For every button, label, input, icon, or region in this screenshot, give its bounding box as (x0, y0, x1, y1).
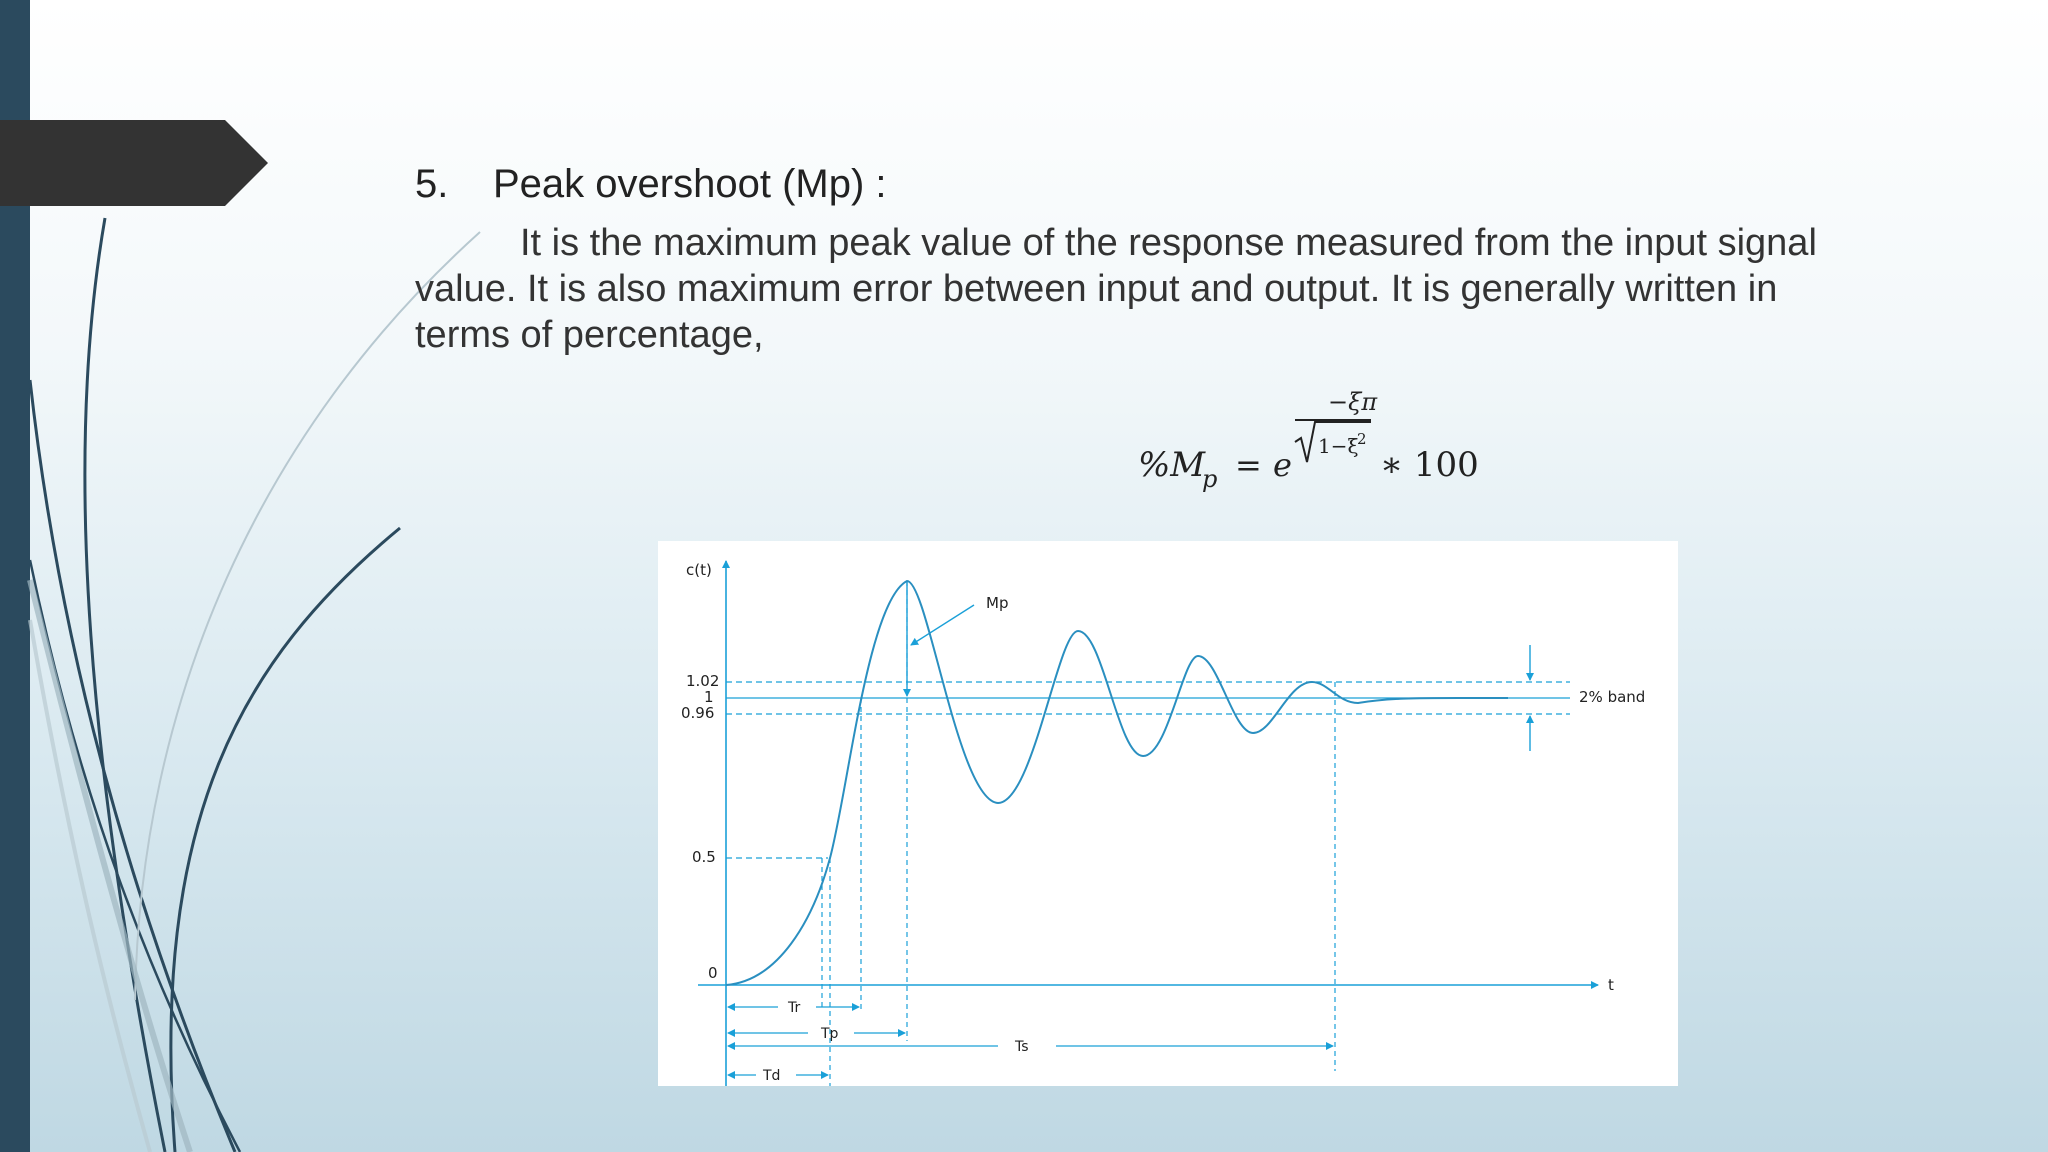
formula-exp-power: 2 (1357, 430, 1367, 448)
step-response-diagram (658, 541, 1678, 1086)
formula-multiplier: ∗ 100 (1380, 445, 1479, 485)
formula-equals: = (1235, 446, 1262, 484)
formula-exp-radicand: 1−ξ (1318, 434, 1359, 458)
y-tick-0-96: 0.96 (681, 704, 715, 722)
formula-exp-numerator: −ξπ (1328, 388, 1378, 416)
slide-title (415, 162, 887, 207)
y-tick-1: 1 (704, 688, 714, 706)
title-text: Peak overshoot (Mp) : (493, 162, 887, 206)
tp-label: Tp (821, 1026, 839, 1042)
x-axis-label: t (1608, 976, 1614, 994)
tr-label: Tr (788, 1000, 801, 1016)
peak-overshoot-formula (1135, 380, 1495, 500)
y-axis-label: c(t) (686, 561, 712, 579)
y-tick-1-02: 1.02 (686, 672, 720, 690)
body-line-2: value. It is also maximum error between input and output. It is generally written in (415, 268, 1778, 310)
formula-base: e (1273, 446, 1292, 484)
body-line-3: terms of percentage, (415, 314, 764, 356)
formula-lhs: %M (1138, 445, 1206, 485)
slide-body-text (415, 220, 1895, 358)
title-number: 5. (415, 162, 449, 206)
mp-label: Mp (986, 594, 1009, 612)
body-line-1: It is the maximum peak value of the response measured from the input signal (520, 222, 1817, 264)
step-response-svg (658, 541, 1678, 1086)
mp-pointer-arrow (911, 605, 974, 645)
td-label: Td (763, 1068, 781, 1084)
response-curve (726, 581, 1508, 985)
ts-label: Ts (1015, 1039, 1029, 1055)
band-label: 2% band (1579, 688, 1646, 706)
formula-lhs-subscript: p (1202, 465, 1218, 493)
y-tick-0: 0 (708, 964, 718, 982)
y-tick-0-5: 0.5 (692, 848, 716, 866)
